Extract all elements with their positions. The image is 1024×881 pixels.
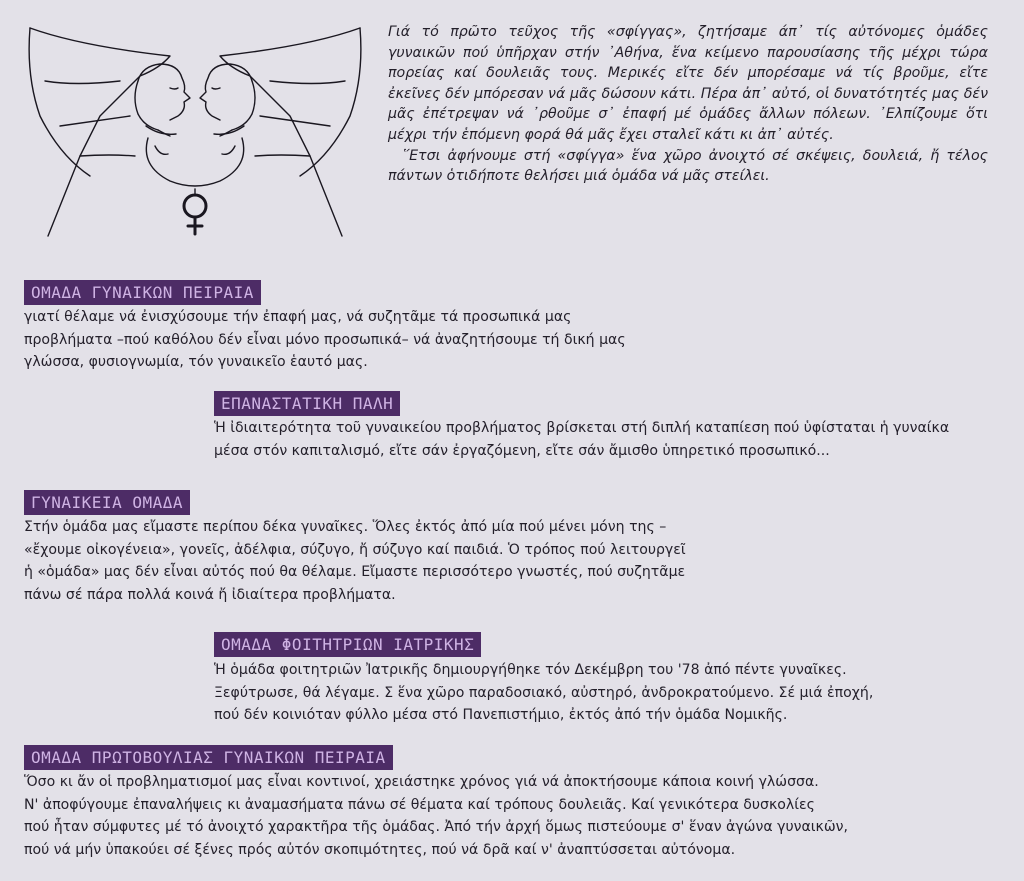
section-line: Ν' ἀποφύγουμε ἐπαναλήψεις κι ἀναμασήματα πάνω σέ θέματα καί τρόπους δουλειᾶς. Καί γενικότερα δυσκολίες: [24, 796, 815, 813]
intro-text: [388, 22, 988, 187]
section-body: [24, 306, 664, 374]
section-title-epanastatiki-pali: ΕΠΑΝΑΣΤΑΤΙΚΗ ΠΑΛΗ: [214, 391, 400, 416]
section-line: Ἡ ἰδιαιτερότητα τοῦ γυναικείου προβλήματος βρίσκεται στή διπλή καταπίεση πού ὑφίσταται ἡ γυναίκα: [214, 420, 950, 436]
section-line: πού ἦταν σύμφυτες μέ τό ἀνοιχτό χαρακτῆρα τῆς ὁμάδας. Ἀπό τήν ἀρχή ὅμως πιστεύουμε σ' ἕναν ἀγώνα γυναικῶν,: [24, 819, 849, 836]
intro-paragraph: ῞Ετσι ἀφήνουμε στή «σφίγγα» ἕνα χῶρο ἀνοιχτό σέ σκέψεις, δουλειά, ἤ τέλος πάντων ὁτιδήποτε θελήσει μιά ὁμάδα νά μᾶς στείλει.: [388, 147, 988, 185]
section-line: πού νά μήν ὑπακούει σέ ξένες πρός αὐτόν σκοπιμότητες, πού νά δρᾶ καί ν' ἀναπτύσσεται αὐτόνομα.: [24, 841, 736, 858]
section-line: Ξεφύτρωσε, θά λέγαμε. Σ ἕνα χῶρο παραδοσιακό, αὐστηρό, ἀνδροκρατούμενο. Σέ μιά ἐποχή,: [214, 684, 874, 701]
section-line: προβλήματα –πού καθόλου δέν εἶναι μόνο προσωπικά– νά ἀναζητήσουμε τή δική μας: [24, 331, 626, 348]
section-body: [24, 771, 884, 861]
section-line: ἡ «ὁμάδα» μας δέν εἶναι αὐτός πού θα θέλαμε. Εἴμαστε περισσότερο γνωστές, πού συζητᾶμε: [24, 564, 686, 581]
section-title-gynaikeia-omada: ΓΥΝΑΙΚΕΙΑ ΟΜΑΔΑ: [24, 490, 190, 515]
section-body: [24, 516, 724, 606]
section-line: μέσα στόν καπιταλισμό, εἴτε σάν ἐργαζόμενη, εἴτε σάν ἄμισθο ὑπηρετικό προσωπικό...: [214, 442, 830, 459]
section-line: Ὅσο κι ἄν οἱ προβληματισμοί μας εἶναι κοντινοί, χρειάστηκε χρόνος γιά νά ἀποκτήσουμε κάποια κοινή γλώσσα.: [24, 774, 819, 790]
section-line: Ἡ ὁμάδα φοιτητριῶν Ἰατρικῆς δημιουργήθηκε τόν Δεκέμβρη του '78 ἀπό πέντε γυναῖκες.: [214, 662, 847, 678]
section-line: γλώσσα, φυσιογνωμία, τόν γυναικεῖο ἑαυτό μας.: [24, 354, 368, 371]
section-line: Στήν ὁμάδα μας εἴμαστε περίπου δέκα γυναῖκες. Ὅλες ἐκτός ἀπό μία πού μένει μόνη της –: [24, 519, 667, 535]
section-title-omada-gynaikon-peiraia: ΟΜΑΔΑ ΓΥΝΑΙΚΩΝ ΠΕΙΡΑΙΑ: [24, 280, 261, 305]
section-body: [214, 659, 934, 727]
section-title-omada-protovoulias-gynaikon-peiraia: ΟΜΑΔΑ ΠΡΩΤΟΒΟΥΛΙΑΣ ΓΥΝΑΙΚΩΝ ΠΕΙΡΑΙΑ: [24, 745, 393, 770]
intro-paragraph: Γιά τό πρῶτο τεῦχος τῆς «σφίγγας», ζητήσαμε άπ᾽ τίς αὐτόνομες ὁμάδες γυναικῶν πού ὑπῆρχαν στήν ᾽Αθήνα, ἕνα κείμενο παρουσίασης τῆς μέχρι τώρα πορείας καί δουλειᾶς τους. Μερικές εἴτε δέν μπορέσαμε νά τίς βροῦμε, εἴτε ἐκεῖνες δέν μπόρεσαν νά μᾶς δώσουν κάτι. Πέρα ἀπ᾽ αὐτό, οἱ δυνατότητές μας δέν μᾶς ἐπέτρεψαν νά ᾽ρθοῦμε σ᾽ ἐπαφή μέ ὁμάδες ἄλλων πόλεων. ᾽Ελπίζουμε ὅτι μέχρι τήν ἑπόμενη φορά θά μᾶς ἔχει σταλεῖ κάτι κι ἀπ᾽ αὐτές.: [388, 24, 988, 143]
section-line: γιατί θέλαμε νά ἐνισχύσουμε τήν ἐπαφή μας, νά συζητᾶμε τά προσωπικά μας: [24, 309, 572, 325]
section-line: πού δέν κοινιόταν φύλλο μέσα στό Πανεπιστήμιο, ἐκτός ἀπό τήν ὁμάδα Νομικῆς.: [214, 707, 788, 724]
section-line: πάνω σέ πάρα πολλά κοινά ἤ ἰδιαίτερα προβλήματα.: [24, 586, 396, 603]
section-body: [214, 417, 974, 462]
section-title-omada-foititrion-iatrikis: ΟΜΑΔΑ ΦΟΙΤΗΤΡΙΩΝ ΙΑΤΡΙΚΗΣ: [214, 632, 481, 657]
section-line: «ἔχουμε οἰκογένεια», γονεῖς, ἀδέλφια, σύζυγο, ἤ σύζυγο καί παιδιά. Ὁ τρόπος πού λειτουργεῖ: [24, 541, 686, 558]
two-women-venus-illustration: [20, 6, 370, 246]
